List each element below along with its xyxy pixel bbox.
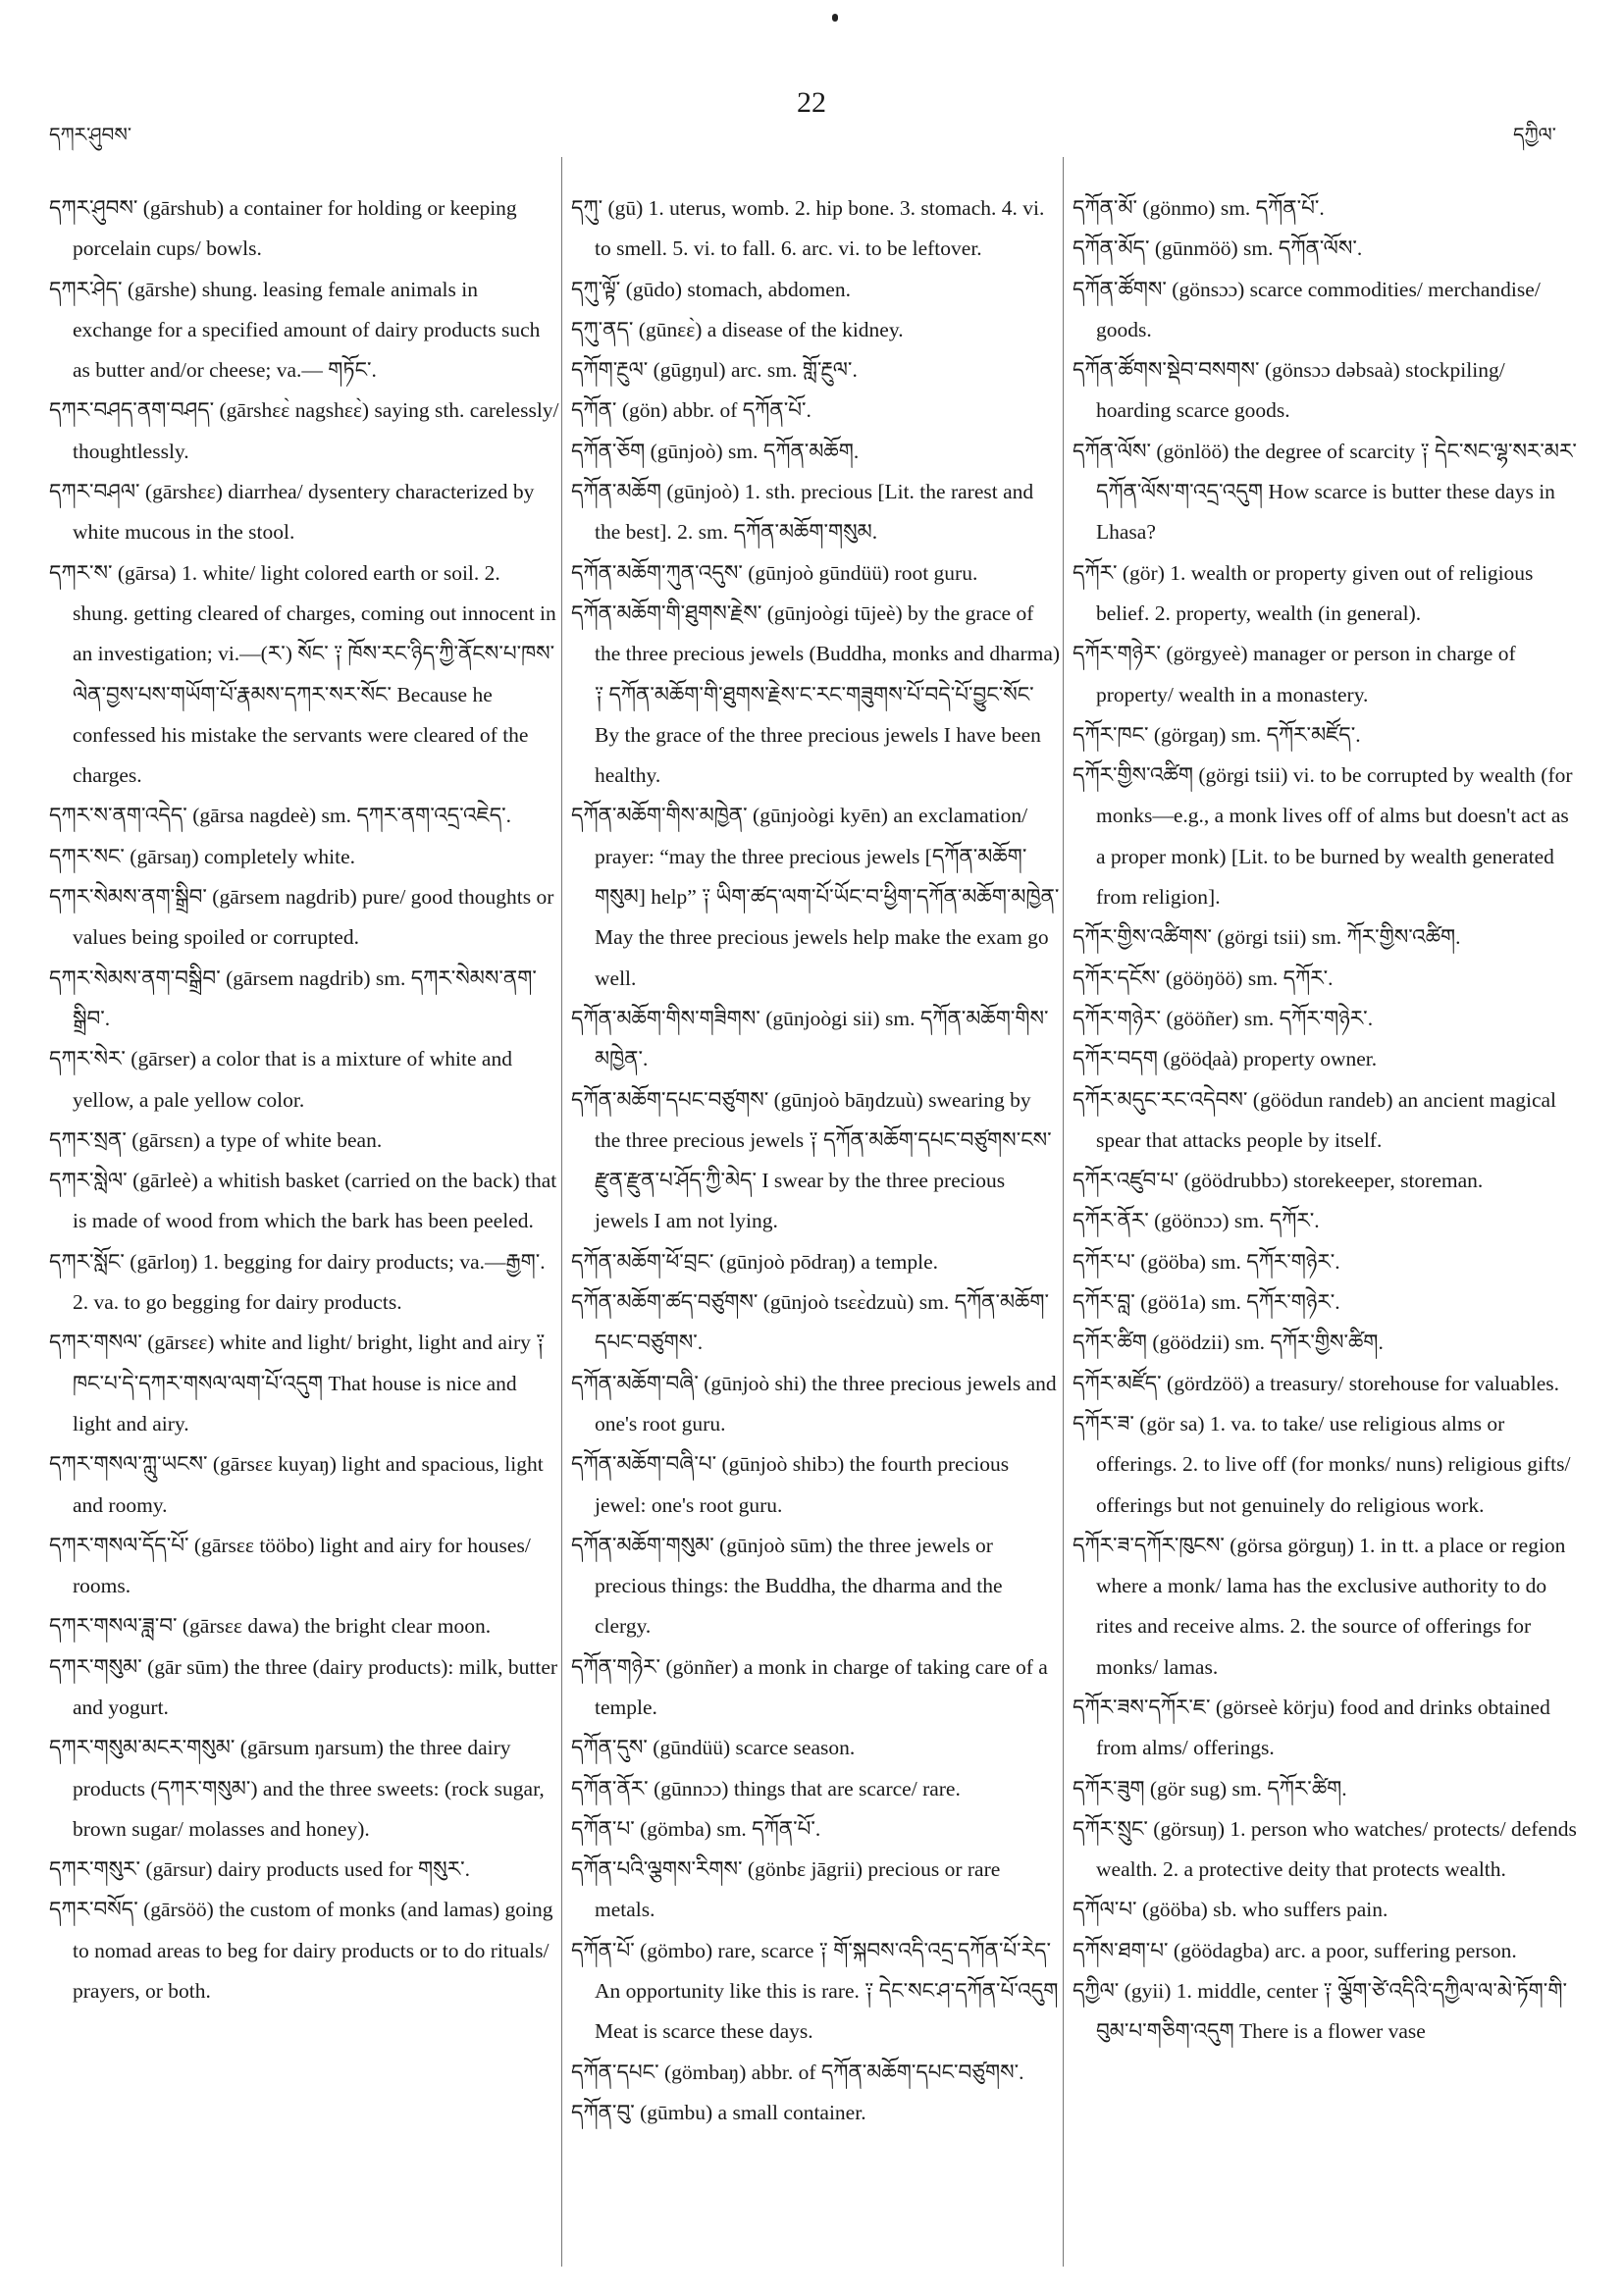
dictionary-entry: དཀོན་མཆོག (gūnjoò) 1. sth. precious [Lit. the rarest and the best]. 2. sm. དཀོན་མཆོག་གསུམ. <box>571 480 1034 545</box>
dictionary-entry: དཀོར་ཚིག (göödzii) sm. དཀོར་གྱིས་ཚིག. <box>1073 1331 1384 1355</box>
dictionary-entry: དཀར་སླེལ་ (gārleè) a whitish basket (carried on the back) that is made of wood from which the bark has been peeled. <box>49 1169 557 1233</box>
dictionary-entry: དཀོར་གཉེར་ (görgyeè) manager or person in charge of property/ wealth in a monastery. <box>1073 642 1516 706</box>
column-2 <box>571 188 1062 2133</box>
page-header <box>0 0 1623 177</box>
dictionary-entry: དཀོར་ཟས་དཀོར་ཇ་ (görseè körju) food and drinks obtained from alms/ offerings. <box>1073 1695 1550 1760</box>
column-3 <box>1073 188 1583 2053</box>
dictionary-entry: དཀོན་མཆོག་གིས་གཟིགས་ (gūnjoògi sii) sm. དཀོན་མཆོག་གིས་མཁྱེན་. <box>571 1006 1049 1071</box>
ink-mark <box>832 14 838 22</box>
dictionary-entry: དཀོར་ཁང་ (görgaŋ) sm. དཀོར་མཛོད་. <box>1073 722 1361 747</box>
dictionary-entry: དཀར་སློང་ (gārloŋ) 1. begging for dairy products; va.—རྒྱག་. 2. va. to go begging for dairy products. <box>49 1249 546 1315</box>
column-1 <box>49 188 559 2011</box>
dictionary-entry: དཀོག་རྔུལ་ (gūgŋul) arc. sm. གློ་རྔུལ་. <box>571 358 858 383</box>
dictionary-entry: དཀོན་དཔང་ (gömbaŋ) abbr. of དཀོན་མཆོག་དཔང་བཙུགས་. <box>571 2060 1024 2084</box>
dictionary-entry: དཀྱིལ་ (gyii) 1. middle, center ༑ ལྕོག་ཙེ་འདིའི་དཀྱིལ་ལ་མེ་ཏོག་གི་བུམ་པ་གཅིག་འདུག There is a flower vase <box>1073 1979 1567 2044</box>
dictionary-entry: དཀོན་མཆོག་ཚད་བཙུགས་ (gūnjoò tsɛɛ̀dzuù) sm. དཀོན་མཆོག་དཔང་བཙུགས་. <box>571 1290 1050 1355</box>
dictionary-entry: དཀར་ས་ནག་འདེད་ (gārsa nagdeè) sm. དཀར་ནག་འདྲ་འཇེད་. <box>49 804 512 828</box>
dictionary-entry: དཀོན་མཆོག་ཕོ་བྲང་ (gūnjoò pōdraŋ) a temple. <box>571 1249 939 1274</box>
dictionary-entry: དཀོར་ཟ་ (gör sa) 1. va. to take/ use religious alms or offerings. 2. to live off (for monks/ nuns) religious gifts/ offerings but not genuinely do religious work. <box>1073 1411 1571 1517</box>
dictionary-entry: དཀོན་མཆོག་གསུམ་ (gūnjoò sūm) the three jewels or precious things: the Buddha, the dharma and the clergy. <box>571 1533 1003 1639</box>
dictionary-entry: དཀར་སེམས་ནག་སྒྲིབ་ (gārsem nagdrib) pure/ good thoughts or values being spoiled or corrupted. <box>49 885 554 950</box>
dictionary-entry: དཀོར་ཟ་དཀོར་ཁུངས་ (görsa görguŋ) 1. in tt. a place or region where a monk/ lama has the exclusive authority to do rites and receive alms. 2. the source of offerings for monks/ lamas. <box>1073 1533 1566 1679</box>
dictionary-entry: དཀོར་མཛོད་ (gördzöö) a treasury/ storehouse for valuables. <box>1073 1371 1560 1395</box>
dictionary-entry: དཀོན་མཆོག་ཀུན་འདུས་ (gūnjoò gūndüü) root guru. <box>571 560 978 585</box>
dictionary-entry: དཀོར་བདག (gööɖaà) property owner. <box>1073 1047 1378 1071</box>
dictionary-entry: དཀོར་ཟུག (gör sug) sm. དཀོར་ཚིག. <box>1073 1776 1347 1800</box>
dictionary-entry: དཀོར་གྱིས་འཚིག (görgi tsii) vi. to be corrupted by wealth (for monks—e.g., a monk lives off of alms but doesn't act as a proper monk) [Lit. to be burned by wealth generated from religion]. <box>1073 763 1573 910</box>
dictionary-entry: དཀོལ་པ་ (gööba) sb. who suffers pain. <box>1073 1898 1388 1922</box>
dictionary-entry: དཀོར་གྱིས་འཚིགས་ (görgi tsii) sm. ཀོར་གྱིས་འཚིག. <box>1073 925 1461 950</box>
dictionary-entry: དཀོན་མཆོག་བཞི་ (gūnjoò shi) the three precious jewels and one's root guru. <box>571 1371 1057 1435</box>
dictionary-entry: དཀར་གསལ་དོད་པོ་ (gārsɛɛ tööbo) light and airy for houses/ rooms. <box>49 1533 531 1598</box>
dictionary-entry: དཀོར་མདུང་རང་འདེབས་ (göödun randeb) an ancient magical spear that attacks people by itself. <box>1073 1087 1557 1152</box>
dictionary-entry: དཀར་གསལ་ཀླུ་ཡངས་ (gārsɛɛ kuyaŋ) light and spacious, light and roomy. <box>49 1452 544 1517</box>
dictionary-entry: དཀོར་ནོར་ (göönɔɔ) sm. དཀོར་. <box>1073 1209 1320 1233</box>
dictionary-entry: དཀོར་བླ་ (göö1a) sm. དཀོར་གཉེར་. <box>1073 1290 1340 1315</box>
dictionary-entry: དཀོན་མཆོག་དཔང་བཙུགས་ (gūnjoò bāŋdzuù) swearing by the three precious jewels ༑ དཀོན་མཆོག་དཔང་བཙུགས་ངས་རྫུན་རྫུན་པ་ཤོད་ཀྱི་མེད་ I swear by the three precious jewels I am not lying. <box>571 1087 1052 1233</box>
dictionary-entry: དཀོན་པ་ (gömba) sm. དཀོན་པོ་. <box>571 1816 821 1841</box>
dictionary-entry: དཀོས་ཐག་པ་ (göödagba) arc. a poor, suffering person. <box>1073 1938 1517 1962</box>
dictionary-entry: དཀོར་དངོས་ (gööŋöö) sm. དཀོར་. <box>1073 965 1334 990</box>
dictionary-entry: དཀར་གསུམ་ (gār sūm) the three (dairy products): milk, butter and yogurt. <box>49 1654 558 1719</box>
dictionary-entry: དཀར་སེར་ (gārser) a color that is a mixture of white and yellow, a pale yellow color. <box>49 1047 512 1112</box>
dictionary-entry: དཀོན་དུས་ (gūndüü) scarce season. <box>571 1736 856 1760</box>
dictionary-entry: དཀོན་མཆོག་གིས་མཁྱེན་ (gūnjoògi kyēn) an exclamation/ prayer: “may the three precious jewels [དཀོན་མཆོག་གསུམ] help” ༑ ཡིག་ཚད་ལག་པོ་ཡོང་བ་ཕྱིག་དཀོན་མཆོག་མཁྱེན་ May the three precious jewels help make the exam go well. <box>571 804 1060 990</box>
dictionary-entry: དཀར་ཤུབས་ (gārshub) a container for holding or keeping porcelain cups/ bowls. <box>49 196 517 261</box>
dictionary-entry: དཀོན་ལོས་ (gönlöö) the degree of scarcity ༑ དེང་སང་ལྷ་སར་མར་དཀོན་ལོས་ག་འདྲ་འདུག How scarce is butter these days in Lhasa? <box>1073 439 1577 545</box>
dictionary-entry: དཀོར་པ་ (gööba) sm. དཀོར་གཉེར་. <box>1073 1249 1340 1274</box>
dictionary-entry: དཀོན་མཆོག་གི་ཐུགས་རྗེས་ (gūnjoògi tūjeè) by the grace of the three precious jewels (Buddha, monks and dharma) ༑ དཀོན་མཆོག་གི་ཐུགས་རྗེས་ང་རང་གཟུགས་པོ་བདེ་པོ་བྱུང་སོང་ By the grace of the three precious jewels I have been healthy. <box>571 600 1061 788</box>
column-divider <box>1063 157 1064 2267</box>
dictionary-entry: དཀར་གསལ་ (gārsɛɛ) white and light/ bright, light and airy ༑ ཁང་པ་དེ་དཀར་གསལ་ལག་པོ་འདུག That house is nice and light and airy. <box>49 1331 546 1435</box>
dictionary-entry: དཀར་གསལ་ཟླ་བ་ (gārsɛɛ dawa) the bright clear moon. <box>49 1614 492 1639</box>
dictionary-entry: དཀུ་ (gū) 1. uterus, womb. 2. hip bone. 3. stomach. 4. vi. to smell. 5. vi. to fall. 6. arc. vi. to be leftover. <box>571 196 1045 261</box>
dictionary-entry: དཀོན་ཅོག (gūnjoò) sm. དཀོན་མཆོག. <box>571 439 860 463</box>
dictionary-entry: དཀོར་འཛུབ་པ་ (göödrubbɔ) storekeeper, storeman. <box>1073 1169 1484 1193</box>
dictionary-entry: དཀར་གསུམ་མངར་གསུམ་ (gārsum ŋarsum) the three dairy products (དཀར་གསུམ་) and the three sweets: (rock sugar, brown sugar/ molasses and honey). <box>49 1736 545 1841</box>
dictionary-entry: དཀོར་གཉེར་ (gööñer) sm. དཀོར་གཉེར་. <box>1073 1006 1374 1030</box>
dictionary-entry: དཀར་གསུར་ (gārsur) dairy products used for གསུར་. <box>49 1857 470 1882</box>
dictionary-entry: དཀོན་གཉེར་ (gönñer) a monk in charge of taking care of a temple. <box>571 1654 1048 1719</box>
dictionary-entry: དཀོན་ཚོགས་ (gönsɔɔ) scarce commodities/ merchandise/ goods. <box>1073 277 1541 341</box>
dictionary-entry: དཀོར་ (gör) 1. wealth or property given out of religious belief. 2. property, wealth (in general). <box>1073 560 1534 625</box>
dictionary-entry: དཀར་སང་ (gārsaŋ) completely white. <box>49 844 356 868</box>
dictionary-entry: དཀར་ས་ (gārsa) 1. white/ light colored earth or soil. 2. shung. getting cleared of charges, coming out innocent in an investigation; vi.—(ར་) སོང་ ༑ ཁོས་རང་ཉིད་ཀྱི་ནོངས་པ་ཁས་ལེན་བྱས་པས་གཡོག་པོ་རྣམས་དཀར་སར་སོང་ Because he confessed his mistake the servants were cleared of the charges. <box>49 560 556 788</box>
dictionary-entry: དཀོན་བུ་ (gūmbu) a small container. <box>571 2100 866 2124</box>
dictionary-entry: དཀོན་པོ་ (gömbo) rare, scarce ༑ གོ་སྐབས་འདི་འདྲ་དཀོན་པོ་རེད་ An opportunity like this is rare. ༑ དེང་སང་ཤ་དཀོན་པོ་འདུག Meat is scarce these days. <box>571 1938 1059 2044</box>
dictionary-entry: དཀོན་ནོར་ (gūnnɔɔ) things that are scarce/ rare. <box>571 1776 961 1800</box>
right-guide-word: དཀྱིལ་ <box>1513 123 1556 146</box>
dictionary-entry: དཀོན་ཚོགས་སྡེབ་བསགས་ (gönsɔɔ dəbsaà) stockpiling/ hoarding scarce goods. <box>1073 358 1505 423</box>
dictionary-entry: དཀོན་མཆོག་བཞི་པ་ (gūnjoò shibɔ) the fourth precious jewel: one's root guru. <box>571 1452 1010 1517</box>
dictionary-entry: དཀར་བཤལ་ (gārshɛɛ) diarrhea/ dysentery characterized by white mucous in the stool. <box>49 480 535 545</box>
dictionary-entry: དཀོན་པའི་ལྕགས་རིགས་ (gönbɛ jāgrii) precious or rare metals. <box>571 1857 1001 1922</box>
dictionary-entry: དཀར་བསོད་ (gārsöö) the custom of monks (and lamas) going to nomad areas to beg for dairy products or to do rituals/ prayers, or both. <box>49 1898 553 2004</box>
dictionary-entry: དཀར་ཤེད་ (gārshe) shung. leasing female animals in exchange for a specified amount of dairy products such as butter and/or cheese; va.— གཏོང་. <box>49 277 541 383</box>
left-guide-word: དཀར་ཤུབས་ <box>49 123 132 146</box>
dictionary-entry: དཀོན་མོད་ (gūnmöö) sm. དཀོན་ལོས་. <box>1073 236 1363 261</box>
dictionary-entry: དཀར་བཤད་ནག་བཤད་ (gārshɛɛ̀ nagshɛɛ̀) saying sth. carelessly/ thoughtlessly. <box>49 398 559 463</box>
dictionary-entry: དཀོན་མོ་ (gönmo) sm. དཀོན་པོ་. <box>1073 196 1325 220</box>
dictionary-entry: དཀར་སྲན་ (gārsɛn) a type of white bean. <box>49 1127 383 1152</box>
dictionary-entry: དཀར་སེམས་ནག་བསྒྲིབ་ (gārsem nagdrib) sm. དཀར་སེམས་ནག་སྒྲིབ་. <box>49 965 537 1030</box>
dictionary-entry: དཀུ་ལྟོ་ (gūdo) stomach, abdomen. <box>571 277 851 301</box>
page-number: 22 <box>797 86 826 119</box>
column-divider <box>561 157 562 2267</box>
dictionary-entry: དཀོན་ (gön) abbr. of དཀོན་པོ་. <box>571 398 812 423</box>
dictionary-entry: དཀོར་སྲུང་ (görsuŋ) 1. person who watches/ protects/ defends wealth. 2. a protective deity that protects wealth. <box>1073 1816 1577 1882</box>
dictionary-entry: དཀུ་ནད་ (gūnɛɛ̀) a disease of the kidney. <box>571 317 904 341</box>
